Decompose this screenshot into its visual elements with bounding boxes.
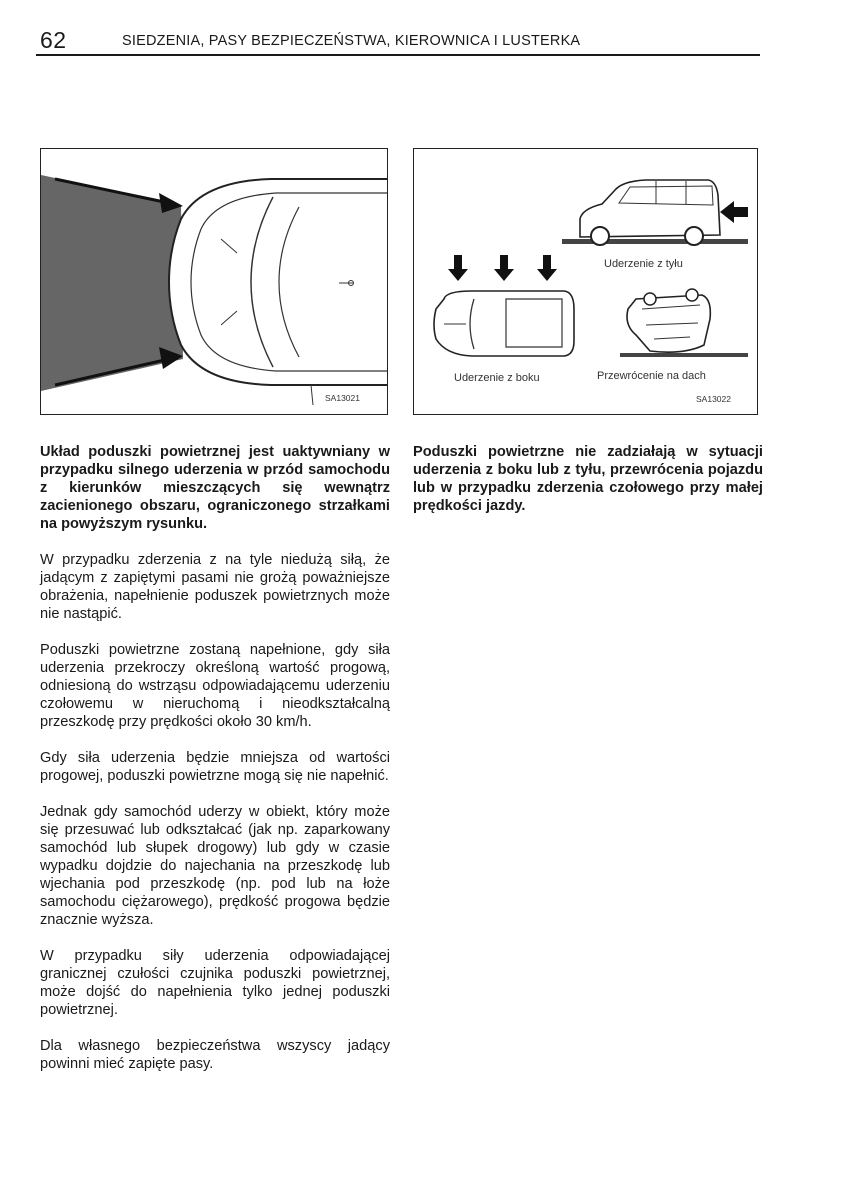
rollover-car-body (627, 295, 710, 352)
paragraph-6: Dla własnego bezpieczeństwa wszyscy jadący powinni mieć zapięte pasy. (40, 1038, 390, 1072)
figure-code-right: SA13022 (696, 394, 731, 404)
side-impact-arrows (448, 255, 557, 281)
paragraph-1: W przypadku zderzenia z na tyle niedużą siłą, że jadącym z zapiętymi pasami nie grożą poważniejsze obrażenia, napełnienie poduszek powietrznych może nie nastąpić. (40, 552, 390, 622)
paragraph-2: Poduszki powietrzne zostaną napełnione, gdy siła uderzenia przekroczy określoną wartość progową, odniesioną do wstrząsu odpowiadającemu uderzeniu czołowemu w nieruchomą i nieodkształcalną przeszkodę przy prędkości około 30 km/h. (40, 642, 390, 730)
non-activation-illustration (414, 149, 757, 414)
paragraph-5: W przypadku siły uderzenia odpowiadającej granicznej czułości czujnika poduszki powietrznej, może dojść do napełnienia tylko jednej poduszki powietrznej. (40, 948, 390, 1018)
side-arrow-1 (448, 255, 468, 281)
paragraph-3: Gdy siła uderzenia będzie mniejsza od wartości progowej, poduszki powietrzne mogą się nie napełnić. (40, 750, 390, 784)
intro-bold-paragraph: Układ poduszki powietrznej jest uaktywniany w przypadku silnego uderzenia w przód samochodu z kierunków mieszczących się wewnątrz zacienionego obszaru, ograniczonego strzałkami na powyższym rysunku. (40, 444, 390, 532)
paragraph-4: Jednak gdy samochód uderzy w obiekt, który może się przesuwać lub odkształcać (jak np. zaparkowany samochód lub słupek drogowy) lub gdy w czasie wypadku dojdzie do najechania na przeszkodę lub wjechania pod przeszkodę (np. pod lub na łoże samochodu ciężarowego), prędkość progowa będzie znacznie wyższa. (40, 804, 390, 928)
left-column (40, 443, 390, 1091)
chapter-title: SIEDZENIA, PASY BEZPIECZEŃSTWA, KIEROWNICA I LUSTERKA (122, 33, 581, 49)
label-rollover: Przewrócenie na dach (597, 370, 706, 382)
right-bold-paragraph: Poduszki powietrzne nie zadziałają w sytuacji uderzenia z boku lub z tyłu, przewrócenia pojazdu lub w przypadku zderzenia czołowego przy małej prędkości jazdy. (413, 444, 763, 514)
label-rear-impact: Uderzenie z tyłu (604, 258, 683, 270)
label-side-impact: Uderzenie z boku (454, 372, 540, 384)
door-line (311, 385, 313, 405)
side-car-front-wheel (591, 227, 609, 245)
side-car-rear-wheel (685, 227, 703, 245)
figure-code-left: SA13021 (325, 393, 360, 403)
rollover-wheel-2 (686, 289, 698, 301)
header-rule (36, 54, 760, 56)
ground-strip-rear (562, 239, 748, 244)
side-arrow-2 (494, 255, 514, 281)
figure-frontal-zone (40, 148, 388, 415)
ground-strip-rollover (620, 353, 748, 357)
car-body-outline (169, 179, 387, 385)
frontal-zone-illustration (41, 149, 387, 414)
rollover-wheel-1 (644, 293, 656, 305)
rear-impact-arrow (720, 201, 748, 223)
right-column (413, 443, 763, 533)
page-number: 62 (40, 27, 67, 53)
figure-non-activation (413, 148, 758, 415)
side-arrow-3 (537, 255, 557, 281)
